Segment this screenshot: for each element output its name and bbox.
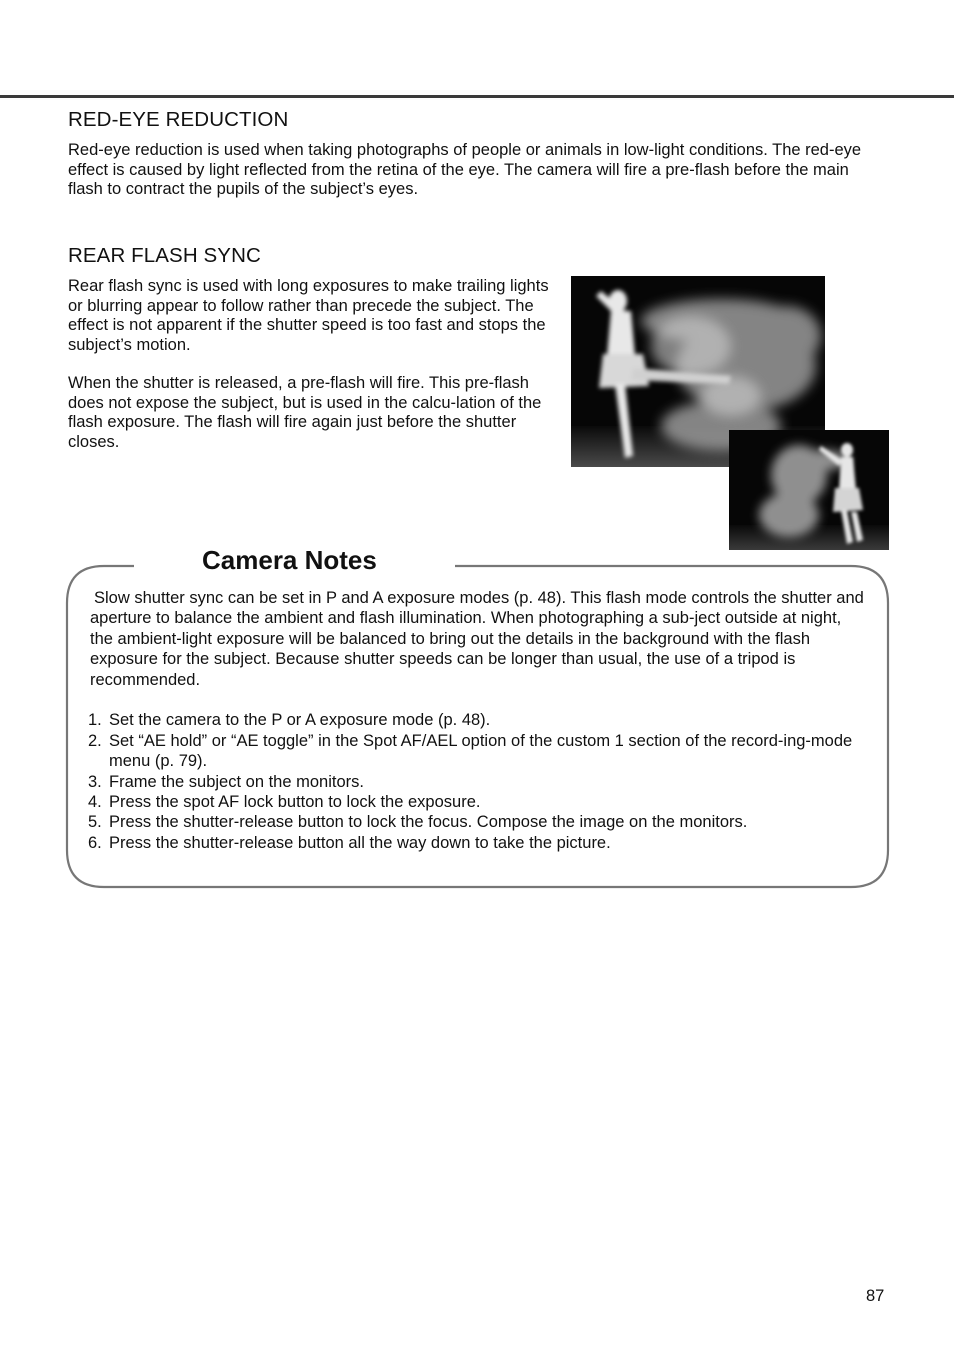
step-number: 2.: [88, 731, 102, 750]
rear-flash-body-1: Rear flash sync is used with long exposures to make trailing lights or blurring appear to follow rather than precede the subject. The effect is not apparent if the shutter speed is too fast and stops the subject’s motion.: [68, 277, 549, 354]
step-number: 3.: [88, 772, 102, 791]
list-item: [90, 731, 865, 772]
step-number: 1.: [88, 711, 102, 730]
step-text: Set the camera to the P or A exposure mode (p. 48).: [109, 711, 491, 730]
list-item: [90, 812, 865, 832]
rear-flash-body-2: When the shutter is released, a pre-flash will fire. This pre-flash does not expose the subject, but is used in the calcu-lation of the flash exposure. The flash will fire again just before the shutter closes.: [68, 374, 542, 451]
step-number: 4.: [88, 793, 102, 812]
camera-notes-intro: Slow shutter sync can be set in P and A exposure modes (p. 48). This flash mode controls the shutter and aperture to balance the ambient and flash illumination. When photographing a sub-ject outside at night, the ambient-light exposure will be balanced to bring out the details in the background with the flash exposure for the subject. Because shutter speeds can be longer than usual, the use of a tripod is recommended.: [90, 589, 864, 689]
list-item: [90, 833, 865, 853]
list-item: [90, 772, 865, 792]
camera-notes-body: [90, 588, 865, 853]
step-text: Frame the subject on the monitors.: [109, 772, 364, 791]
step-text: Press the shutter-release button to lock the focus. Compose the image on the monitors.: [109, 813, 748, 832]
list-item: [90, 710, 865, 730]
step-text: Press the shutter-release button all the way down to take the picture.: [109, 833, 611, 852]
step-text: Set “AE hold” or “AE toggle” in the Spot AF/AEL option of the custom 1 section of the record-ing-mode menu (p. 79).: [109, 731, 853, 771]
step-number: 5.: [88, 813, 102, 832]
page-number: 87: [866, 1287, 885, 1305]
camera-notes-steps: [90, 710, 865, 853]
list-item: [90, 792, 865, 812]
red-eye-heading: RED-EYE REDUCTION: [68, 108, 289, 131]
step-text: Press the spot AF lock button to lock the exposure.: [109, 793, 481, 812]
step-number: 6.: [88, 833, 102, 852]
red-eye-body: Red-eye reduction is used when taking photographs of people or animals in low-light conditions. The red-eye effect is caused by light reflected from the retina of the eye. The camera will fire a pre-flash before the main flash to contract the pupils of the subject’s eyes.: [68, 141, 862, 199]
camera-notes-title: Camera Notes: [202, 545, 377, 575]
rear-flash-heading: REAR FLASH SYNC: [68, 244, 261, 267]
